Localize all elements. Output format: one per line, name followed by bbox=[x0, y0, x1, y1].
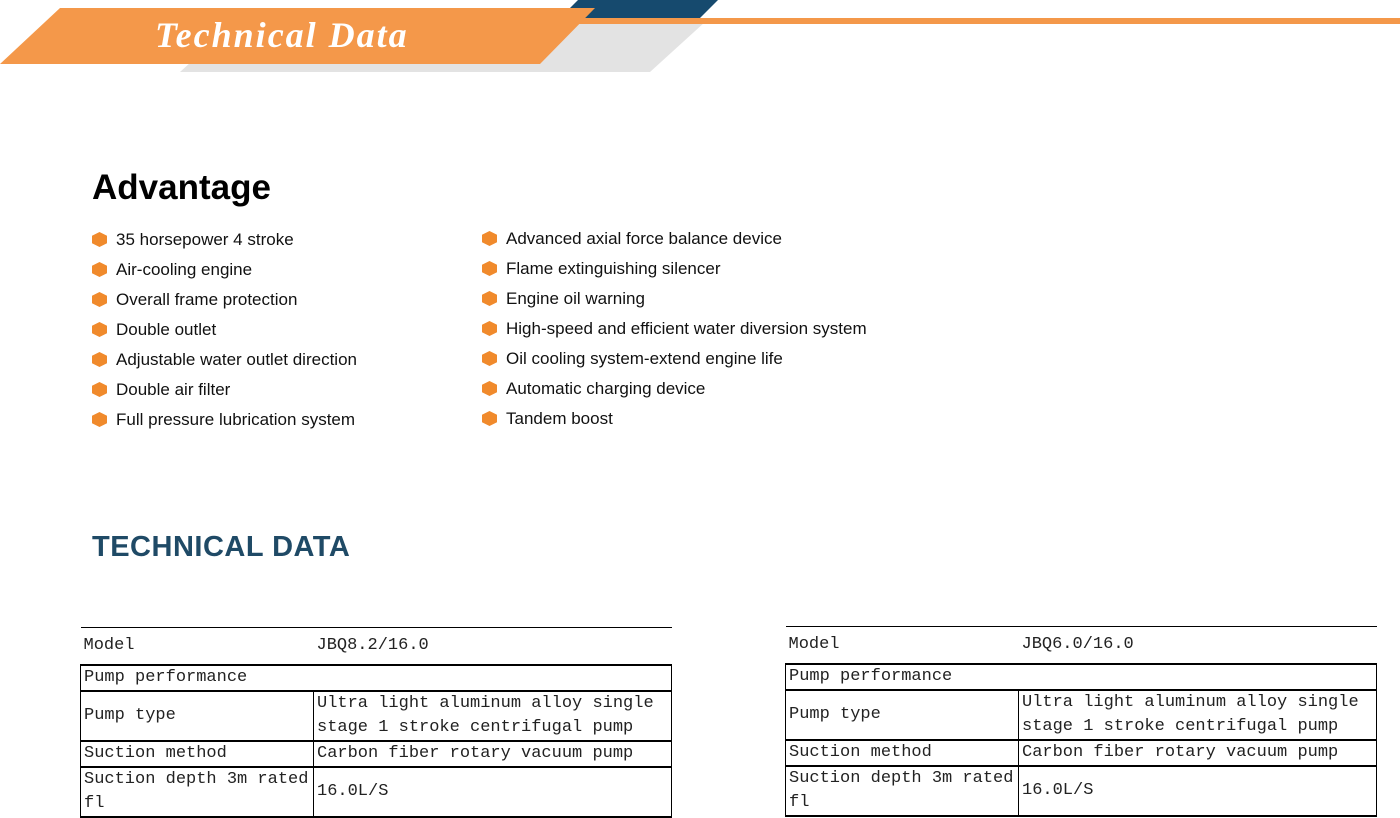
table-row bbox=[786, 664, 1377, 690]
hexagon-bullet-icon bbox=[92, 262, 107, 277]
list-item-label: Overall frame protection bbox=[116, 290, 298, 309]
model-label: Model bbox=[786, 627, 1019, 665]
hexagon-bullet-icon bbox=[92, 382, 107, 397]
list-item-label: Adjustable water outlet direction bbox=[116, 350, 357, 369]
suction-depth-label: Suction depth 3m rated fl bbox=[786, 766, 1019, 816]
list-item bbox=[482, 347, 867, 377]
list-item bbox=[92, 318, 357, 348]
suction-method-label: Suction method bbox=[81, 741, 314, 767]
suction-depth-value: 16.0L/S bbox=[1019, 766, 1377, 816]
hexagon-bullet-icon bbox=[92, 352, 107, 367]
list-item bbox=[92, 408, 357, 438]
table-row bbox=[81, 767, 672, 817]
spec-table-1 bbox=[80, 627, 672, 818]
spec-table-2 bbox=[785, 626, 1377, 817]
suction-method-value: Carbon fiber rotary vacuum pump bbox=[1019, 740, 1377, 766]
hexagon-bullet-icon bbox=[482, 231, 497, 246]
pump-type-label: Pump type bbox=[786, 690, 1019, 740]
list-item bbox=[92, 348, 357, 378]
section-label: Pump performance bbox=[786, 664, 1377, 690]
list-item bbox=[482, 287, 867, 317]
table-row bbox=[81, 628, 672, 666]
hexagon-bullet-icon bbox=[482, 261, 497, 276]
list-item bbox=[482, 317, 867, 347]
model-label: Model bbox=[81, 628, 314, 666]
hexagon-bullet-icon bbox=[482, 411, 497, 426]
table-row bbox=[81, 741, 672, 767]
hexagon-bullet-icon bbox=[92, 322, 107, 337]
suction-depth-value: 16.0L/S bbox=[314, 767, 672, 817]
list-item-label: 35 horsepower 4 stroke bbox=[116, 230, 294, 249]
advantage-list-left bbox=[92, 228, 357, 438]
pump-type-value: Ultra light aluminum alloy single stage 1 stroke centrifugal pump bbox=[1019, 690, 1377, 740]
list-item bbox=[482, 377, 867, 407]
hexagon-bullet-icon bbox=[92, 412, 107, 427]
list-item-label: Oil cooling system-extend engine life bbox=[506, 349, 783, 368]
list-item bbox=[482, 257, 867, 287]
list-item bbox=[92, 228, 357, 258]
list-item-label: Advanced axial force balance device bbox=[506, 229, 782, 248]
list-item-label: Flame extinguishing silencer bbox=[506, 259, 721, 278]
table-row bbox=[81, 691, 672, 741]
suction-method-value: Carbon fiber rotary vacuum pump bbox=[314, 741, 672, 767]
table-row bbox=[81, 665, 672, 691]
suction-depth-label: Suction depth 3m rated fl bbox=[81, 767, 314, 817]
list-item bbox=[92, 378, 357, 408]
hexagon-bullet-icon bbox=[482, 381, 497, 396]
hexagon-bullet-icon bbox=[92, 292, 107, 307]
hexagon-bullet-icon bbox=[482, 291, 497, 306]
list-item-label: Double outlet bbox=[116, 320, 217, 339]
table-row bbox=[786, 766, 1377, 816]
section-label: Pump performance bbox=[81, 665, 672, 691]
list-item-label: High-speed and efficient water diversion system bbox=[506, 319, 867, 338]
list-item-label: Full pressure lubrication system bbox=[116, 410, 356, 429]
header-banner bbox=[0, 0, 1400, 72]
list-item bbox=[92, 288, 357, 318]
advantage-list-right bbox=[482, 227, 867, 437]
pump-type-value: Ultra light aluminum alloy single stage 1 stroke centrifugal pump bbox=[314, 691, 672, 741]
advantage-heading: Advantage bbox=[92, 168, 271, 207]
list-item-label: Engine oil warning bbox=[506, 289, 645, 308]
table-row bbox=[786, 690, 1377, 740]
list-item bbox=[92, 258, 357, 288]
table-row bbox=[786, 627, 1377, 665]
list-item-label: Automatic charging device bbox=[506, 379, 706, 398]
suction-method-label: Suction method bbox=[786, 740, 1019, 766]
list-item bbox=[482, 407, 867, 437]
page-title: Technical Data bbox=[155, 15, 409, 55]
list-item-label: Double air filter bbox=[116, 380, 231, 399]
list-item-label: Air-cooling engine bbox=[116, 260, 253, 279]
table-row bbox=[786, 740, 1377, 766]
model-value: JBQ8.2/16.0 bbox=[314, 628, 672, 666]
list-item bbox=[482, 227, 867, 257]
list-item-label: Tandem boost bbox=[506, 409, 613, 428]
hexagon-bullet-icon bbox=[92, 232, 107, 247]
hexagon-bullet-icon bbox=[482, 321, 497, 336]
pump-type-label: Pump type bbox=[81, 691, 314, 741]
model-value: JBQ6.0/16.0 bbox=[1019, 627, 1377, 665]
technical-data-heading: TECHNICAL DATA bbox=[92, 531, 351, 563]
hexagon-bullet-icon bbox=[482, 351, 497, 366]
